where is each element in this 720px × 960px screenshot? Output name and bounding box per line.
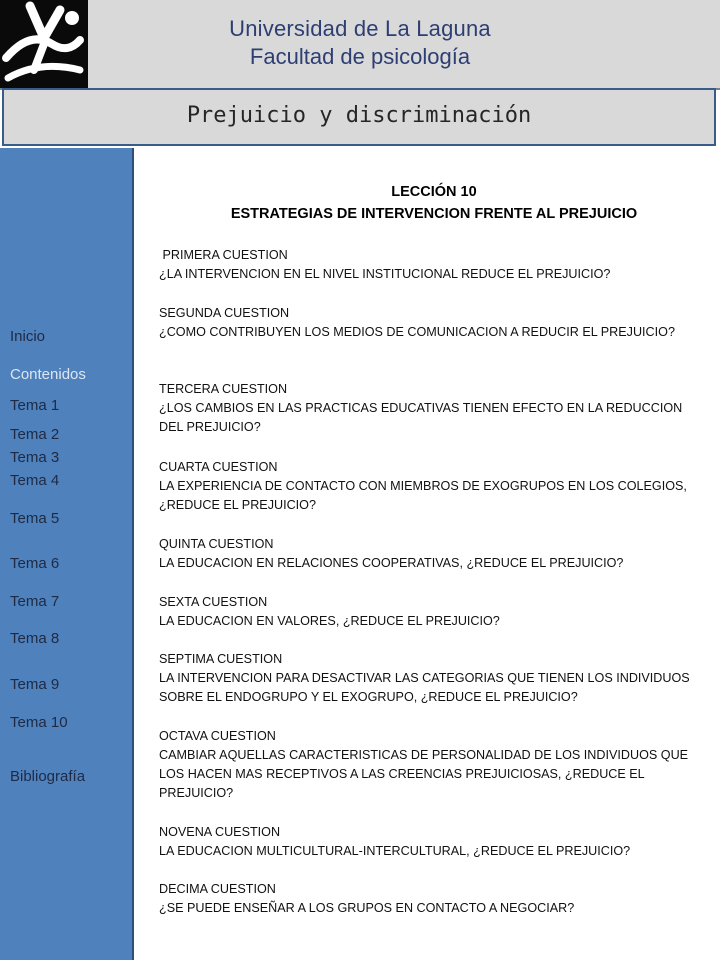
question-text: ¿SE PUEDE ENSEÑAR A LOS GRUPOS EN CONTACTO A NEGOCIAR?	[159, 901, 575, 915]
sidebar-item-tema-3[interactable]: Tema 3	[10, 449, 60, 466]
sidebar-item-tema-8[interactable]: Tema 8	[10, 630, 60, 647]
question-heading: OCTAVA CUESTION	[159, 729, 276, 743]
question-item	[159, 304, 699, 342]
university-name: Universidad de La Laguna	[229, 16, 491, 41]
question-item	[159, 650, 699, 707]
question-heading: SEPTIMA CUESTION	[159, 652, 283, 666]
question-item	[159, 380, 699, 437]
lesson-title: ESTRATEGIAS DE INTERVENCION FRENTE AL PREJUICIO	[230, 206, 638, 222]
faculty-name: Facultad de psicología	[249, 44, 471, 69]
question-heading: SEGUNDA CUESTION	[159, 306, 290, 320]
question-text: LA INTERVENCION PARA DESACTIVAR LAS CATEGORIAS QUE TIENEN LOS INDIVIDUOS SOBRE EL ENDOGRUPO Y EL EXOGRUPO, ¿REDUCE EL PREJUICIO?	[159, 671, 690, 704]
sidebar-item-tema-5[interactable]: Tema 5	[10, 510, 60, 527]
sidebar-item-tema-9[interactable]: Tema 9	[10, 676, 60, 693]
lesson-number: LECCIÓN 10	[391, 184, 477, 200]
lesson-content	[134, 148, 720, 960]
question-text: LA EXPERIENCIA DE CONTACTO CON MIEMBROS DE EXOGRUPOS EN LOS COLEGIOS, ¿REDUCE EL PREJUICIO?	[159, 479, 687, 512]
question-heading: SEXTA CUESTION	[159, 595, 268, 609]
question-item	[159, 593, 699, 631]
question-item	[159, 727, 699, 803]
sidebar-item-bibliografia[interactable]: Bibliografía	[10, 768, 86, 785]
question-heading: DECIMA CUESTION	[159, 882, 276, 896]
sidebar-item-tema-7[interactable]: Tema 7	[10, 593, 60, 610]
question-text: LA EDUCACION EN RELACIONES COOPERATIVAS, ¿REDUCE EL PREJUICIO?	[159, 556, 624, 570]
sidebar-nav	[0, 148, 134, 960]
question-text: LA EDUCACION MULTICULTURAL-INTERCULTURAL, ¿REDUCE EL PREJUICIO?	[159, 844, 631, 858]
sidebar-item-tema-6[interactable]: Tema 6	[10, 555, 60, 572]
question-text: ¿LA INTERVENCION EN EL NIVEL INSTITUCIONAL REDUCE EL PREJUICIO?	[159, 267, 611, 281]
question-item	[159, 246, 699, 284]
question-text: LA EDUCACION EN VALORES, ¿REDUCE EL PREJUICIO?	[159, 614, 500, 628]
question-heading: PRIMERA CUESTION	[159, 248, 288, 262]
course-title: Prejuicio y discriminación	[186, 103, 532, 128]
sidebar-item-contenidos[interactable]: Contenidos	[10, 366, 86, 383]
sidebar-item-tema-4[interactable]: Tema 4	[10, 472, 60, 489]
question-heading: CUARTA CUESTION	[159, 460, 278, 474]
question-item	[159, 880, 699, 918]
course-title-bar	[2, 88, 716, 146]
header	[0, 0, 720, 90]
question-heading: NOVENA CUESTION	[159, 825, 281, 839]
university-heading	[88, 0, 632, 88]
question-item	[159, 823, 699, 861]
question-item	[159, 458, 699, 515]
sidebar-item-inicio[interactable]: Inicio	[10, 328, 46, 345]
question-heading: QUINTA CUESTION	[159, 537, 274, 551]
question-text: ¿LOS CAMBIOS EN LAS PRACTICAS EDUCATIVAS TIENEN EFECTO EN LA REDUCCION DEL PREJUICIO?	[159, 401, 683, 434]
question-text: CAMBIAR AQUELLAS CARACTERISTICAS DE PERSONALIDAD DE LOS INDIVIDUOS QUE LOS HACEN MAS RECEPTIVOS A LAS CREENCIAS PREJUICIOSAS, ¿REDUCE EL PREJUICIO?	[159, 748, 689, 800]
university-logo-icon	[0, 0, 88, 88]
question-heading: TERCERA CUESTION	[159, 382, 288, 396]
sidebar-item-tema-2[interactable]: Tema 2	[10, 426, 60, 443]
sidebar-item-tema-10[interactable]: Tema 10	[10, 714, 68, 731]
question-text: ¿COMO CONTRIBUYEN LOS MEDIOS DE COMUNICACION A REDUCIR EL PREJUICIO?	[159, 325, 675, 339]
question-item	[159, 535, 699, 573]
sidebar-item-tema-1[interactable]: Tema 1	[10, 397, 60, 414]
